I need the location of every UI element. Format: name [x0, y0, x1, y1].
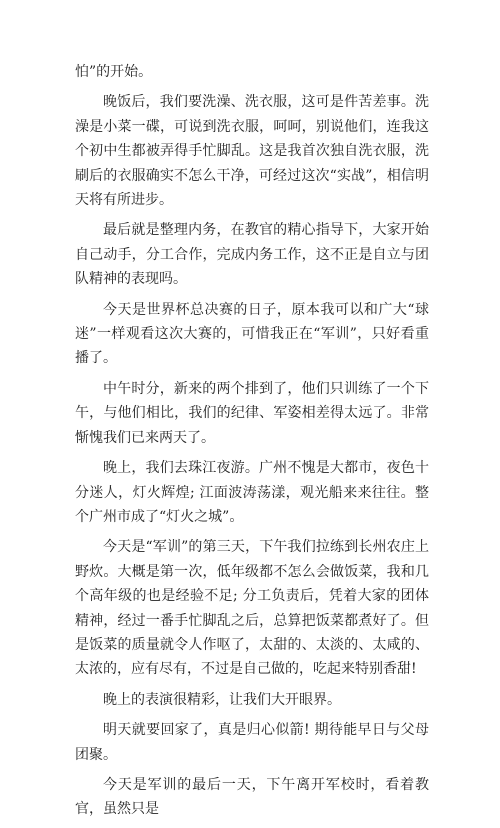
paragraph-9: 明天就要回家了，真是归心似箭! 期待能早日与父母团聚。	[75, 722, 429, 763]
paragraph-1: 怕”的开始。	[75, 64, 153, 80]
paragraph-3: 最后就是整理内务，在教官的精心指导下，大家开始自己动手，分工合作，完成内务工作，这不正是自立与团队精神的表现吗。	[75, 222, 429, 288]
document-body	[75, 60, 429, 828]
paragraph-7: 今天是“军训”的第三天，下午我们拉练到长州农庄上野炊。大概是第一次，低年级都不怎么会做饭菜，我和几个高年级的也是经验不足; 分工负责后，凭着大家的团体精神，经过一番手忙脚乱之后，总算把饭菜都煮好了。但是饭菜的质量就令人作呕了，太甜的、太淡的、太咸的、太浓的，应有尽有，不过是自己做的，吃起来特别香甜!	[75, 539, 429, 678]
paragraph-4: 今天是世界杯总决赛的日子，原本我可以和广大“球迷”一样观看这次大赛的，可惜我正在“军训”，只好看重播了。	[75, 301, 429, 367]
paragraph-2: 晚饭后，我们要洗澡、洗衣服，这可是件苦差事。洗澡是小菜一碟，可说到洗衣服，呵呵，别说他们，连我这个初中生都被弄得手忙脚乱。这是我首次独自洗衣服，洗刷后的衣服确实不怎么干净，可经过这次“实战”，相信明天将有所进步。	[75, 94, 429, 209]
paragraph-5: 中午时分，新来的两个排到了，他们只训练了一个下午，与他们相比，我们的纪律、军姿相差得太远了。非常惭愧我们已来两天了。	[75, 380, 429, 446]
paragraph-8: 晚上的表演很精彩，让我们大开眼界。	[103, 691, 341, 708]
paragraph-6: 晚上，我们去珠江夜游。广州不愧是大都市，夜色十分迷人，灯火辉煌; 江面波涛荡漾，观光船来来往往。整个广州市成了“灯火之城”。	[75, 460, 429, 525]
paragraph-10: 今天是军训的最后一天，下午离开军校时，看着教官，虽然只是	[75, 776, 429, 818]
